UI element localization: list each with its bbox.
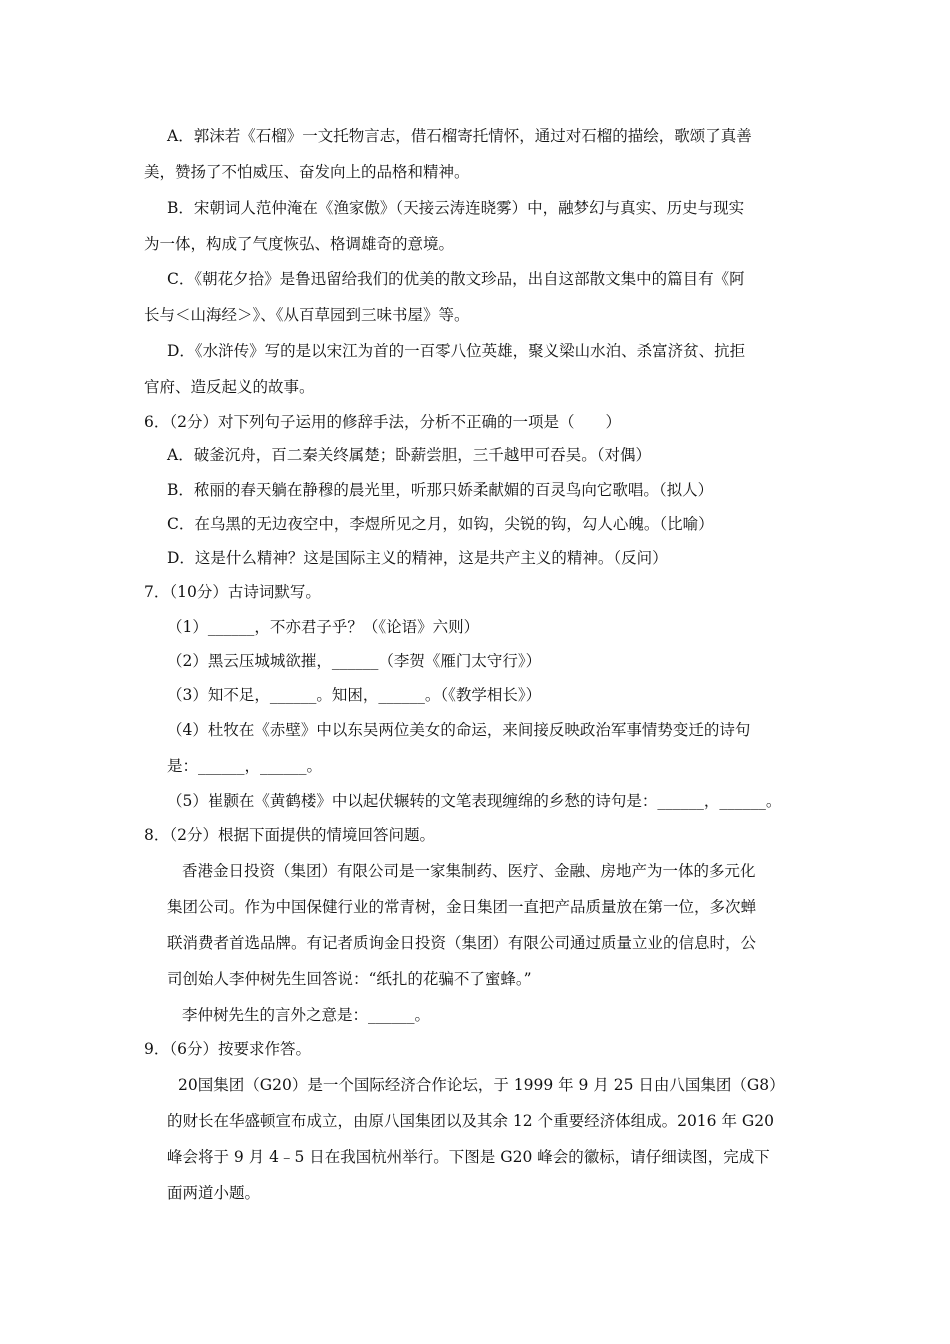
q7-sub-3: （3）知不足，______。知困，______。（《教学相长》） — [167, 686, 542, 704]
q8-paragraph-line2: 集团公司。作为中国保健行业的常青树，金日集团一直把产品质量放在第一位，多次蝉 — [167, 898, 757, 916]
q8-question: 李仲树先生的言外之意是：______。 — [182, 1006, 431, 1024]
q9-paragraph-line3: 峰会将于 9 月 4﹣5 日在我国杭州举行。下图是 G20 峰会的徽标，请仔细读图，完成下 — [167, 1148, 770, 1166]
q8-paragraph-line4: 司创始人李仲树先生回答说：“纸扎的花骗不了蜜蜂。” — [167, 970, 532, 988]
q7-sub-5: （5）崔颢在《黄鹤楼》中以起伏辗转的文笔表现缠绵的乡愁的诗句是：______，______。 — [167, 792, 782, 810]
q5-option-d-line1: D．《水浒传》写的是以宋江为首的一百零八位英雄，聚义梁山水泊、杀富济贫、抗拒 — [167, 342, 746, 360]
q6-stem: 6．（2分）对下列句子运用的修辞手法，分析不正确的一项是（ ） — [144, 413, 621, 431]
q9-paragraph-line1: 20国集团（G20）是一个国际经济合作论坛，于 1999 年 9 月 25 日由八国集团（G8） — [178, 1076, 785, 1094]
q5-option-c-line2: 长与＜山海经＞》、《从百草园到三味书屋》等。 — [144, 306, 470, 324]
q5-option-b-line1: B．宋朝词人范仲淹在《渔家傲》（天接云涛连晓雾）中，融梦幻与真实、历史与现实 — [167, 199, 745, 217]
q8-paragraph-line3: 联消费者首选品牌。有记者质询金日投资（集团）有限公司通过质量立业的信息时，公 — [167, 934, 757, 952]
q9-stem: 9．（6分）按要求作答。 — [144, 1040, 311, 1058]
q5-option-d-line2: 官府、造反起义的故事。 — [144, 378, 315, 396]
q5-option-b-line2: 为一体，构成了气度恢弘、格调雄奇的意境。 — [144, 235, 455, 253]
q9-paragraph-line4: 面两道小题。 — [167, 1184, 261, 1202]
q5-option-c-line1: C．《朝花夕拾》是鲁迅留给我们的优美的散文珍品，出自这部散文集中的篇目有《阿 — [167, 270, 745, 288]
q7-sub-1: （1）______，不亦君子乎？（《论语》六则） — [167, 618, 480, 636]
q5-option-a-line1: A．郭沫若《石榴》一文托物言志，借石榴寄托情怀，通过对石榴的描绘，歌颂了真善 — [167, 127, 752, 145]
q9-paragraph-line2: 的财长在华盛顿宣布成立，由原八国集团以及其余 12 个重要经济体组成。2016 年 G20 — [167, 1112, 774, 1130]
q8-stem: 8．（2分）根据下面提供的情境回答问题。 — [144, 826, 435, 844]
q5-option-a-line2: 美，赞扬了不怕威压、奋发向上的品格和精神。 — [144, 163, 470, 181]
q6-option-d: D．这是什么精神？这是国际主义的精神，这是共产主义的精神。（反问） — [167, 549, 668, 567]
q7-stem: 7．（10分）古诗词默写。 — [144, 583, 321, 601]
q6-option-a: A．破釜沉舟，百二秦关终属楚；卧薪尝胆，三千越甲可吞吴。（对偶） — [167, 446, 651, 464]
q6-option-c: C．在乌黑的无边夜空中，李煜所见之月，如钩，尖锐的钩，勾人心魄。（比喻） — [167, 515, 714, 533]
q7-sub-4-line1: （4）杜牧在《赤壁》中以东吴两位美女的命运，来间接反映政治军事情势变迁的诗句 — [167, 721, 751, 739]
q7-sub-4-line2: 是：______，______。 — [167, 757, 323, 775]
q7-sub-2: （2）黑云压城城欲摧，______（李贺《雁门太守行》） — [167, 652, 542, 670]
q8-paragraph-line1: 香港金日投资（集团）有限公司是一家集制药、医疗、金融、房地产为一体的多元化 — [182, 862, 756, 880]
q6-option-b: B．秾丽的春天躺在静穆的晨光里，听那只娇柔献媚的百灵鸟向它歌唱。（拟人） — [167, 481, 714, 499]
